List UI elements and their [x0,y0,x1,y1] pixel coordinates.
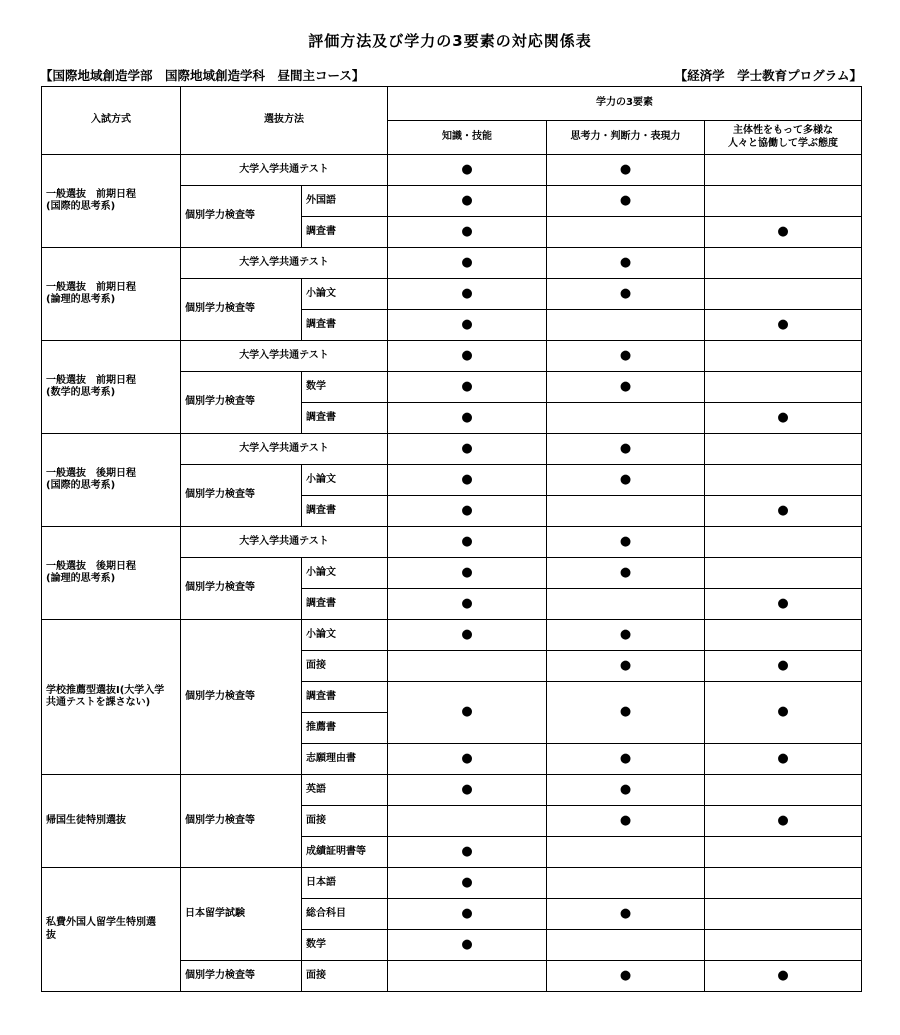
mark: ● [705,682,862,744]
mark: ● [388,248,547,279]
empty-cell [388,806,547,837]
empty-cell [547,217,705,248]
mark: ● [547,806,705,837]
program-label: 【経済学 学士教育プログラム】 [674,68,862,83]
faculty-label: 【国際地域創造学部 国際地域創造学科 昼間主コース】 [40,68,365,83]
empty-cell [705,837,862,868]
exam-name: 学校推薦型選抜Ⅰ(大学入学 共通テストを課さない) [42,620,181,775]
mark: ● [705,744,862,775]
mark: ● [388,434,547,465]
mark: ● [547,682,705,744]
empty-cell [705,434,862,465]
mark: ● [388,930,547,961]
mark: ● [547,341,705,372]
mark: ● [547,248,705,279]
mark: ● [547,775,705,806]
mark: ● [705,310,862,341]
empty-cell [705,155,862,186]
header-knowledge: 知識・技能 [388,121,547,155]
mark: ● [388,558,547,589]
method-kobetsu: 個別学力検査等 [181,465,302,527]
empty-cell [547,310,705,341]
evaluation-table [41,86,862,992]
method-item: 小論文 [302,279,388,310]
mark: ● [388,279,547,310]
mark: ● [388,775,547,806]
empty-cell [705,279,862,310]
mark: ● [388,372,547,403]
empty-cell [547,589,705,620]
empty-cell [547,837,705,868]
header-attitude: 主体性をもって多様な 人々と協働して学ぶ態度 [705,121,862,155]
mark: ● [547,558,705,589]
mark: ● [705,496,862,527]
method-kobetsu: 個別学力検査等 [181,961,302,992]
mark: ● [547,186,705,217]
mark: ● [388,496,547,527]
empty-cell [705,558,862,589]
method-item: 日本語 [302,868,388,899]
method-item: 総合科目 [302,899,388,930]
empty-cell [705,465,862,496]
empty-cell [388,651,547,682]
mark: ● [388,465,547,496]
empty-cell [705,775,862,806]
method-item: 調査書 [302,496,388,527]
header-three-elements: 学力の3要素 [388,87,862,121]
mark: ● [547,155,705,186]
mark: ● [388,186,547,217]
method-item: 調査書 [302,310,388,341]
method-kyotsu: 大学入学共通テスト [181,155,388,186]
header-exam: 入試方式 [42,87,181,155]
method-kobetsu: 個別学力検査等 [181,372,302,434]
mark: ● [388,868,547,899]
mark: ● [388,155,547,186]
empty-cell [705,341,862,372]
exam-name: 一般選抜 前期日程 (論理的思考系) [42,248,181,341]
mark: ● [547,279,705,310]
mark: ● [388,899,547,930]
exam-name: 一般選抜 後期日程 (論理的思考系) [42,527,181,620]
mark: ● [547,620,705,651]
mark: ● [388,310,547,341]
mark: ● [705,589,862,620]
method-kobetsu: 個別学力検査等 [181,558,302,620]
method-item: 数学 [302,930,388,961]
exam-name: 一般選抜 後期日程 (国際的思考系) [42,434,181,527]
mark: ● [547,434,705,465]
empty-cell [705,527,862,558]
mark: ● [705,651,862,682]
mark: ● [388,341,547,372]
method-kyotsu: 大学入学共通テスト [181,248,388,279]
page-title: 評価方法及び学力の3要素の対応関係表 [308,32,592,50]
empty-cell [547,403,705,434]
method-item: 外国語 [302,186,388,217]
method-kyotsu: 大学入学共通テスト [181,434,388,465]
mark: ● [388,837,547,868]
method-item: 小論文 [302,465,388,496]
mark: ● [388,217,547,248]
mark: ● [547,744,705,775]
method-item: 小論文 [302,558,388,589]
empty-cell [547,496,705,527]
method-eju: 日本留学試験 [181,868,302,961]
mark: ● [388,403,547,434]
method-kyotsu: 大学入学共通テスト [181,341,388,372]
mark: ● [705,217,862,248]
exam-name: 私費外国人留学生特別選 抜 [42,868,181,992]
mark: ● [388,682,547,744]
empty-cell [705,186,862,217]
method-item: 成績証明書等 [302,837,388,868]
method-kobetsu: 個別学力検査等 [181,186,302,248]
empty-cell [705,620,862,651]
header-thinking: 思考力・判断力・表現力 [547,121,705,155]
method-kobetsu: 個別学力検査等 [181,620,302,775]
empty-cell [705,930,862,961]
empty-cell [547,868,705,899]
mark: ● [547,961,705,992]
exam-name: 一般選抜 前期日程 (数学的思考系) [42,341,181,434]
mark: ● [547,527,705,558]
mark: ● [388,589,547,620]
empty-cell [705,248,862,279]
empty-cell [547,930,705,961]
mark: ● [705,806,862,837]
method-kobetsu: 個別学力検査等 [181,279,302,341]
exam-name: 一般選抜 前期日程 (国際的思考系) [42,155,181,248]
method-item: 志願理由書 [302,744,388,775]
mark: ● [388,527,547,558]
empty-cell [705,868,862,899]
mark: ● [705,403,862,434]
method-kobetsu: 個別学力検査等 [181,775,302,868]
method-item: 英語 [302,775,388,806]
mark: ● [547,651,705,682]
mark: ● [547,372,705,403]
empty-cell [705,372,862,403]
empty-cell [388,961,547,992]
method-item: 調査書 [302,403,388,434]
method-item: 調査書 [302,682,388,713]
method-kyotsu: 大学入学共通テスト [181,527,388,558]
method-item: 面接 [302,961,388,992]
method-item: 推薦書 [302,713,388,744]
empty-cell [705,899,862,930]
method-item: 面接 [302,806,388,837]
method-item: 調査書 [302,217,388,248]
method-item: 面接 [302,651,388,682]
method-item: 小論文 [302,620,388,651]
method-item: 調査書 [302,589,388,620]
mark: ● [705,961,862,992]
method-item: 数学 [302,372,388,403]
mark: ● [547,465,705,496]
header-method: 選抜方法 [181,87,388,155]
mark: ● [388,744,547,775]
mark: ● [388,620,547,651]
mark: ● [547,899,705,930]
exam-name: 帰国生徒特別選抜 [42,775,181,868]
